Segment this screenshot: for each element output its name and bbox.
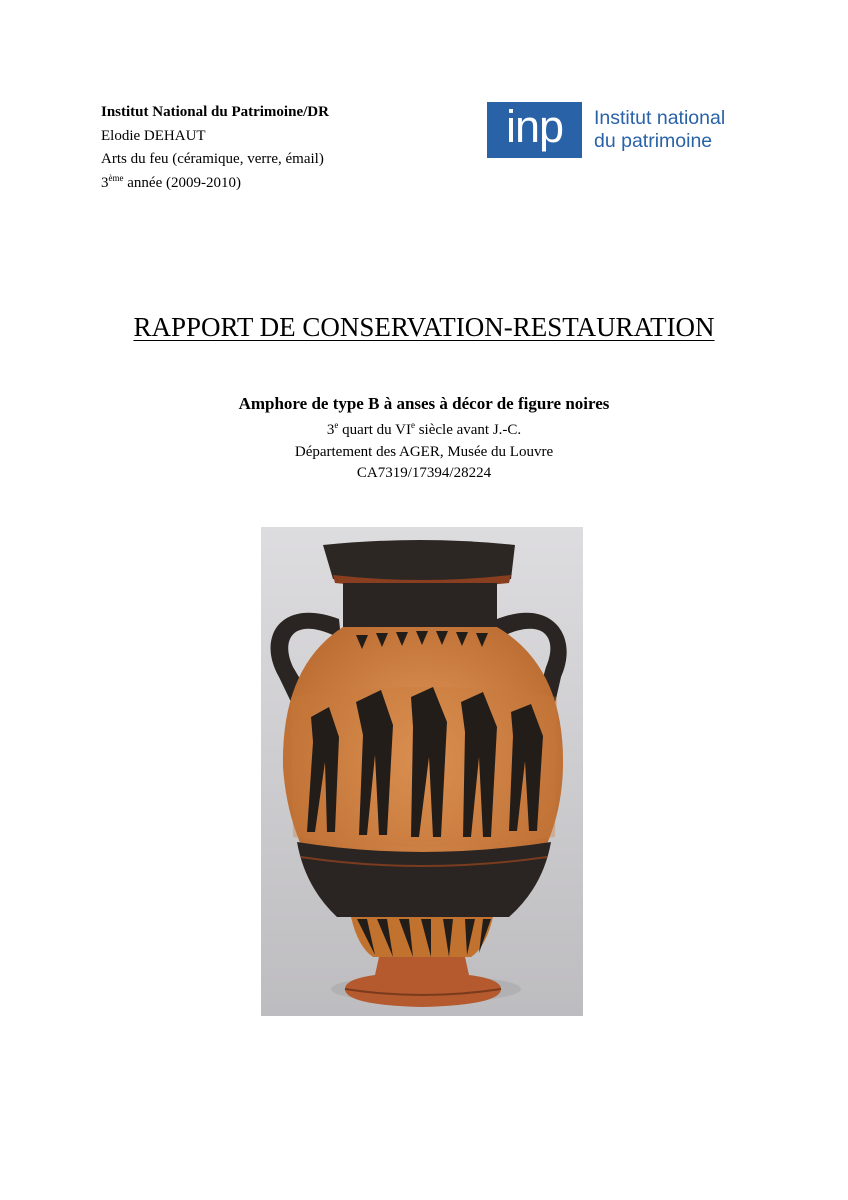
object-date: 3e quart du VIe siècle avant J.-C.: [326, 420, 522, 438]
author-name: Elodie DEHAUT: [101, 127, 206, 144]
object-info: [0, 420, 848, 485]
logo-text-line2: du patrimoine: [594, 130, 713, 152]
logo-text-line1: Institut national: [594, 107, 726, 129]
page-title: RAPPORT DE CONSERVATION-RESTAURATION: [133, 312, 715, 342]
inp-logo-mark: inp: [487, 102, 582, 158]
inp-logo: [487, 102, 725, 158]
object-department: Département des AGER, Musée du Louvre: [294, 443, 554, 460]
object-inventory: CA7319/17394/28224: [356, 465, 492, 481]
amphora-photo: [261, 527, 583, 1016]
inp-logo-text: [594, 107, 725, 153]
header-block: [101, 101, 329, 195]
speciality: Arts du feu (céramique, verre, émail): [101, 151, 324, 167]
institution-name: Institut National du Patrimoine/DR: [101, 104, 329, 120]
academic-year: 3ème année (2009-2010): [101, 172, 241, 191]
object-title: Amphore de type B à anses à décor de figure noires: [238, 394, 610, 413]
